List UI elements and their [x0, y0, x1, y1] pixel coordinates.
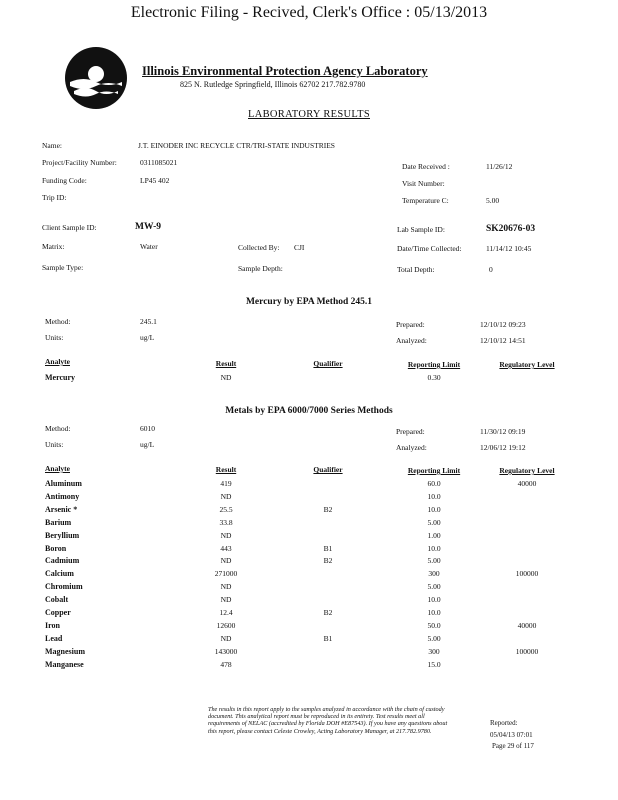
cell-result: 478 [220, 659, 232, 669]
metals-analyzed-value: 12/06/12 19:12 [480, 443, 526, 452]
client-sample-value: MW-9 [135, 222, 162, 232]
temp-value: 5.00 [486, 196, 500, 205]
mercury-col-qualifier: Qualifier [313, 359, 343, 368]
cell-regulatory: 100000 [515, 646, 539, 656]
mercury-col-analyte: Analyte [45, 357, 70, 366]
cell-qualifier: B2 [323, 608, 333, 617]
mercury-units-value: ug/L [140, 333, 155, 342]
mercury-analyzed-value: 12/10/12 14:51 [480, 336, 526, 345]
total-depth-label: Total Depth: [397, 265, 435, 274]
sample-depth-label: Sample Depth: [238, 264, 283, 273]
cell-limit: 0.30 [427, 373, 441, 382]
funding-label: Funding Code: [42, 176, 87, 185]
cell-result: 12600 [216, 620, 236, 630]
cell-analyte: Barium [45, 517, 72, 527]
collected-by-value: CJI [294, 243, 305, 252]
cell-result: 143000 [214, 646, 238, 656]
cell-limit: 5.00 [427, 556, 441, 566]
cell-result: ND [220, 582, 232, 592]
date-received-value: 11/26/12 [486, 162, 513, 171]
sample-type-label: Sample Type: [42, 263, 84, 272]
cell-regulatory: 40000 [517, 620, 537, 630]
lab-sample-value: SK20676-03 [486, 224, 536, 234]
metals-col-analyte: Analyte [45, 464, 70, 473]
mercury-prepared-label: Prepared: [396, 320, 425, 329]
cell-analyte: Cadmium [45, 556, 80, 566]
metals-col-result: Result [215, 465, 237, 474]
cell-qualifier: B1 [323, 633, 333, 643]
cell-result: 443 [220, 543, 232, 553]
cell-qualifier: B1 [323, 543, 333, 553]
mercury-section-title: Mercury by EPA Method 245.1 [245, 297, 373, 307]
mercury-col-regulatory: Regulatory Level [499, 360, 555, 369]
cell-limit: 10.0 [427, 608, 441, 617]
cell-result: 33.8 [219, 517, 233, 527]
cell-analyte: Antimony [45, 491, 80, 501]
matrix-value: Water [140, 242, 158, 251]
cell-analyte: Iron [45, 620, 60, 630]
cell-limit: 15.0 [427, 659, 441, 669]
cell-analyte: Beryllium [45, 530, 80, 540]
cell-result: ND [220, 633, 232, 643]
client-sample-label: Client Sample ID: [42, 223, 97, 232]
reported-value: 05/04/13 07:01 [490, 731, 533, 739]
mercury-analyzed-label: Analyzed: [396, 336, 427, 345]
name-value: J.T. EINODER INC RECYCLE CTR/TRI-STATE INDUSTRIES [138, 141, 335, 150]
report-disclaimer: The results in this report apply to the samples analyzed in accordance with the chain of custody document. This analytical report must be reproduced in its entirety. Test results meet all requirements of NELAC (accredited by Florida DOH #E87543). If you have any questions about this report, please contact Celeste Crowley, Acting Laboratory Manager, at 217.782.9780. [208, 706, 448, 735]
cell-limit: 1.00 [427, 530, 441, 540]
funding-value: LP45 402 [140, 176, 170, 185]
cell-analyte: Cobalt [45, 595, 69, 605]
agency-seal-logo [64, 46, 128, 110]
metals-method-value: 6010 [140, 424, 155, 433]
mercury-units-label: Units: [45, 333, 64, 342]
cell-result: ND [220, 595, 232, 605]
metals-units-label: Units: [45, 440, 64, 449]
project-value: 0311085021 [140, 158, 178, 167]
cell-limit: 300 [428, 569, 440, 579]
cell-limit: 10.0 [427, 504, 441, 514]
lab-address: 825 N. Rutledge Springfield, Illinois 62702 217.782.9780 [180, 80, 366, 89]
mercury-prepared-value: 12/10/12 09:23 [480, 320, 526, 329]
cell-analyte: Aluminum [45, 479, 82, 488]
mercury-method-label: Method: [45, 317, 71, 326]
mercury-method-value: 245.1 [140, 317, 157, 326]
matrix-label: Matrix: [42, 242, 65, 251]
cell-analyte: Magnesium [45, 646, 85, 656]
lab-name: Illinois Environmental Protection Agency Laboratory [142, 64, 428, 78]
metals-method-label: Method: [45, 424, 71, 433]
cell-analyte: Boron [45, 543, 67, 553]
date-received-label: Date Received : [402, 162, 450, 171]
metals-analyzed-label: Analyzed: [396, 443, 427, 452]
cell-limit: 10.0 [427, 595, 441, 605]
temp-label: Temperature C: [402, 196, 449, 205]
cell-analyte: Manganese [45, 659, 84, 669]
cell-result: ND [220, 530, 232, 540]
cell-analyte: Arsenic * [45, 504, 78, 514]
cell-result: ND [220, 491, 232, 501]
name-label: Name: [42, 141, 62, 150]
cell-analyte: Copper [45, 608, 71, 617]
cell-limit: 10.0 [427, 491, 441, 501]
page-number: Page 29 of 117 [492, 742, 534, 750]
cell-limit: 300 [428, 646, 440, 656]
metals-col-qualifier: Qualifier [313, 465, 343, 474]
cell-limit: 50.0 [427, 620, 441, 630]
document-title: LABORATORY RESULTS [248, 109, 370, 120]
cell-result: ND [220, 373, 232, 382]
collected-by-label: Collected By: [238, 243, 280, 252]
metals-prepared-value: 11/30/12 09:19 [480, 427, 526, 436]
date-collected-value: 11/14/12 10:45 [486, 244, 532, 253]
cell-regulatory: 40000 [517, 479, 537, 488]
cell-limit: 5.00 [427, 633, 441, 643]
filing-stamp: Electronic Filing - Recived, Clerk's Office : 05/13/2013 [130, 4, 488, 21]
cell-analyte: Lead [45, 633, 63, 643]
total-depth-value: 0 [489, 265, 493, 274]
cell-result: 419 [220, 479, 232, 488]
cell-analyte: Mercury [45, 373, 76, 382]
trip-label: Trip ID: [42, 193, 67, 202]
cell-limit: 10.0 [427, 543, 441, 553]
cell-result: 25.5 [219, 504, 233, 514]
mercury-col-result: Result [215, 359, 237, 368]
metals-section-title: Metals by EPA 6000/7000 Series Methods [225, 406, 393, 416]
metals-col-regulatory: Regulatory Level [499, 466, 555, 475]
cell-result: ND [220, 556, 232, 566]
date-collected-label: Date/Time Collected: [397, 244, 462, 253]
cell-analyte: Chromium [45, 582, 83, 592]
metals-prepared-label: Prepared: [396, 427, 425, 436]
cell-result: 12.4 [219, 608, 233, 617]
cell-limit: 60.0 [427, 479, 441, 488]
metals-col-limit: Reporting Limit [407, 466, 461, 475]
metals-units-value: ug/L [140, 440, 155, 449]
visit-label: Visit Number: [402, 179, 445, 188]
cell-qualifier: B2 [323, 504, 333, 514]
lab-sample-label: Lab Sample ID: [397, 225, 445, 234]
cell-qualifier: B2 [323, 556, 333, 566]
cell-result: 271000 [214, 569, 238, 579]
cell-analyte: Calcium [45, 569, 74, 579]
cell-limit: 5.00 [427, 582, 441, 592]
project-label: Project/Facility Number: [42, 158, 117, 167]
cell-limit: 5.00 [427, 517, 441, 527]
mercury-col-limit: Reporting Limit [407, 360, 461, 369]
reported-label: Reported: [490, 719, 518, 727]
cell-regulatory: 100000 [515, 569, 539, 579]
